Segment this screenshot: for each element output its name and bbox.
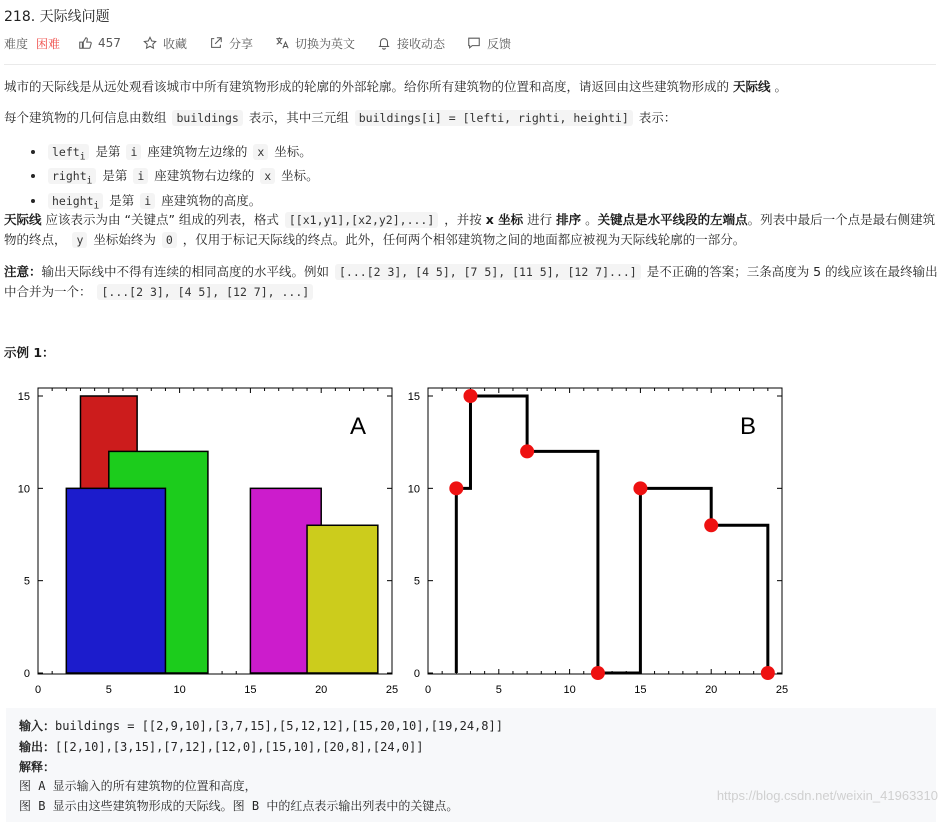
- x-tick-label: 20: [315, 684, 328, 696]
- y-tick-label: 15: [17, 391, 30, 403]
- star-icon: [143, 36, 157, 50]
- favorite-label: 收藏: [162, 36, 187, 51]
- intro-end: 。: [770, 79, 787, 94]
- definition-list: [4, 142, 319, 215]
- building-bar: [307, 525, 378, 673]
- buildings-text-c: 表示：: [634, 110, 677, 125]
- x-code: x: [253, 144, 268, 160]
- x-tick-label: 10: [563, 684, 576, 696]
- list-item: • height$_i$ 是第 i 座建筑物的高度。: [46, 191, 319, 215]
- x-tick-label: 10: [173, 684, 186, 696]
- translate-icon: [275, 36, 289, 50]
- i-code: i: [140, 193, 155, 209]
- x-tick-label: 0: [34, 684, 42, 696]
- x-tick-label: 25: [385, 684, 399, 696]
- chart-title: A: [349, 413, 367, 440]
- y-tick-label: 10: [17, 483, 30, 496]
- difficulty-badge: 困难: [36, 36, 61, 51]
- y-tick-label: 0: [23, 668, 30, 680]
- paragraph-skyline-format: 天际线 应该表示为由 “关键点” 组成的列表，格式 [[x1,y1],[x2,y2],...] ，并按 x 坐标 进行 排序 。关键点是水平线段的左端点。列表中最后一个点是最右侧建筑物的终点， y 坐标始终为 0 ，仅用于标记天际线的终点。此外，任何两个相邻建筑物之间的地面都应被视为天际线轮廓的一部分。: [4, 212, 936, 247]
- x-tick-label: 15: [634, 684, 647, 696]
- switch-language-label: 切换为英文: [294, 36, 355, 51]
- feedback-label: 反馈: [487, 36, 512, 51]
- buildings-text-b: 表示，其中三元组: [244, 110, 353, 125]
- i-code: i: [133, 168, 148, 184]
- key-point: [463, 389, 477, 403]
- x-tick-label: 0: [424, 684, 432, 696]
- like-count: 457: [98, 36, 121, 50]
- bad-example-code: [...[2 3], [4 5], [7 5], [11 5], [12 7]...]: [335, 264, 641, 280]
- share-icon: [209, 36, 223, 50]
- building-bar: [66, 488, 165, 673]
- paragraph-buildings: [4, 108, 938, 128]
- divider: [4, 64, 936, 65]
- left-code: left$_i$: [48, 144, 89, 160]
- x-tick-label: 5: [495, 684, 502, 696]
- key-point: [633, 481, 647, 495]
- x-tick-label: 5: [105, 684, 112, 696]
- height-code: height$_i$: [48, 193, 103, 209]
- switch-language-button[interactable]: [275, 35, 355, 52]
- x-tick-label: 20: [705, 684, 718, 696]
- triple-code: buildings[i] = [lefti, righti, heighti]: [355, 110, 633, 126]
- share-label: 分享: [228, 36, 253, 51]
- x-tick-label: 15: [244, 684, 257, 696]
- y-tick-label: 5: [23, 575, 30, 588]
- like-button[interactable]: [78, 36, 121, 50]
- keypoint-format-code: [[x1,y1],[x2,y2],...]: [285, 212, 438, 228]
- intro-bold: 天际线: [732, 79, 771, 94]
- paragraph-note: 注意：输出天际线中不得有连续的相同高度的水平线。例如 [...[2 3], [4 5], [7 5], [11 5], [12 7]...] 是不正确的答案；三条高度为 5 的线应该在最终输出中合并为一个： [...[2 3], [4 5], [12 7], ...]: [4, 264, 938, 299]
- zero-code: 0: [162, 232, 177, 248]
- y-tick-label: 0: [413, 668, 420, 680]
- subscribe-label: 接收动态: [396, 36, 445, 51]
- comment-icon: [467, 36, 481, 50]
- watermark: https://blog.csdn.net/weixin_41963310: [716, 788, 938, 803]
- list-item: • right$_i$ 是第 i 座建筑物右边缘的 x 坐标。: [46, 166, 319, 190]
- paragraph-intro: [4, 77, 938, 97]
- example-explain-1: 图 A 显示输入的所有建筑物的位置和高度，: [19, 779, 257, 793]
- example-output: 输出：[[2,10],[3,15],[7,12],[12,0],[15,10],[20,8],[24,0]]: [19, 740, 424, 754]
- list-item: • left$_i$ 是第 i 座建筑物左边缘的 x 坐标。: [46, 142, 319, 166]
- key-point: [591, 666, 605, 680]
- x-tick-label: 25: [775, 684, 789, 696]
- example-figure: [0, 378, 810, 700]
- chart-a: [18, 388, 398, 696]
- feedback-button[interactable]: [467, 35, 511, 52]
- difficulty-label: 难度: [4, 36, 29, 51]
- example-heading: [4, 343, 938, 363]
- key-point: [704, 518, 718, 532]
- example-explain-label: 解释：: [19, 760, 56, 774]
- plot-frame: [428, 388, 782, 674]
- bell-icon: [377, 36, 391, 50]
- thumbs-up-icon: [78, 36, 92, 50]
- example-input: 输入：buildings = [[2,9,10],[3,7,15],[5,12,12],[15,20,10],[19,24,8]]: [19, 719, 503, 733]
- chart-b: [408, 388, 788, 696]
- key-point: [520, 444, 534, 458]
- y-tick-label: 15: [407, 391, 420, 403]
- buildings-text-a: 每个建筑物的几何信息由数组: [4, 110, 171, 125]
- buildings-code: buildings: [172, 110, 242, 126]
- good-example-code: [...[2 3], [4 5], [12 7], ...]: [97, 284, 313, 300]
- intro-text: 城市的天际线是从远处观看该城市中所有建筑物形成的轮廓的外部轮廓。给你所有建筑物的位置和高度，请返回由这些建筑物形成的: [4, 79, 733, 94]
- y-code: y: [72, 232, 87, 248]
- example-title: 示例 1：: [4, 345, 55, 360]
- x-code: x: [260, 168, 275, 184]
- y-tick-label: 5: [413, 575, 420, 588]
- y-tick-label: 10: [407, 483, 420, 496]
- i-code: i: [126, 144, 141, 160]
- example-box: [6, 708, 936, 822]
- favorite-button[interactable]: [143, 35, 187, 52]
- meta-bar: [4, 34, 533, 52]
- right-code: right$_i$: [48, 168, 96, 184]
- example-explain-2: 图 B 显示由这些建筑物形成的天际线。图 B 中的红点表示输出列表中的关键点。: [19, 799, 459, 813]
- problem-title: 218. 天际线问题: [4, 9, 110, 25]
- key-point: [761, 666, 775, 680]
- key-point: [449, 481, 463, 495]
- chart-title: B: [739, 413, 757, 440]
- share-button[interactable]: [209, 35, 253, 52]
- subscribe-button[interactable]: [377, 35, 445, 52]
